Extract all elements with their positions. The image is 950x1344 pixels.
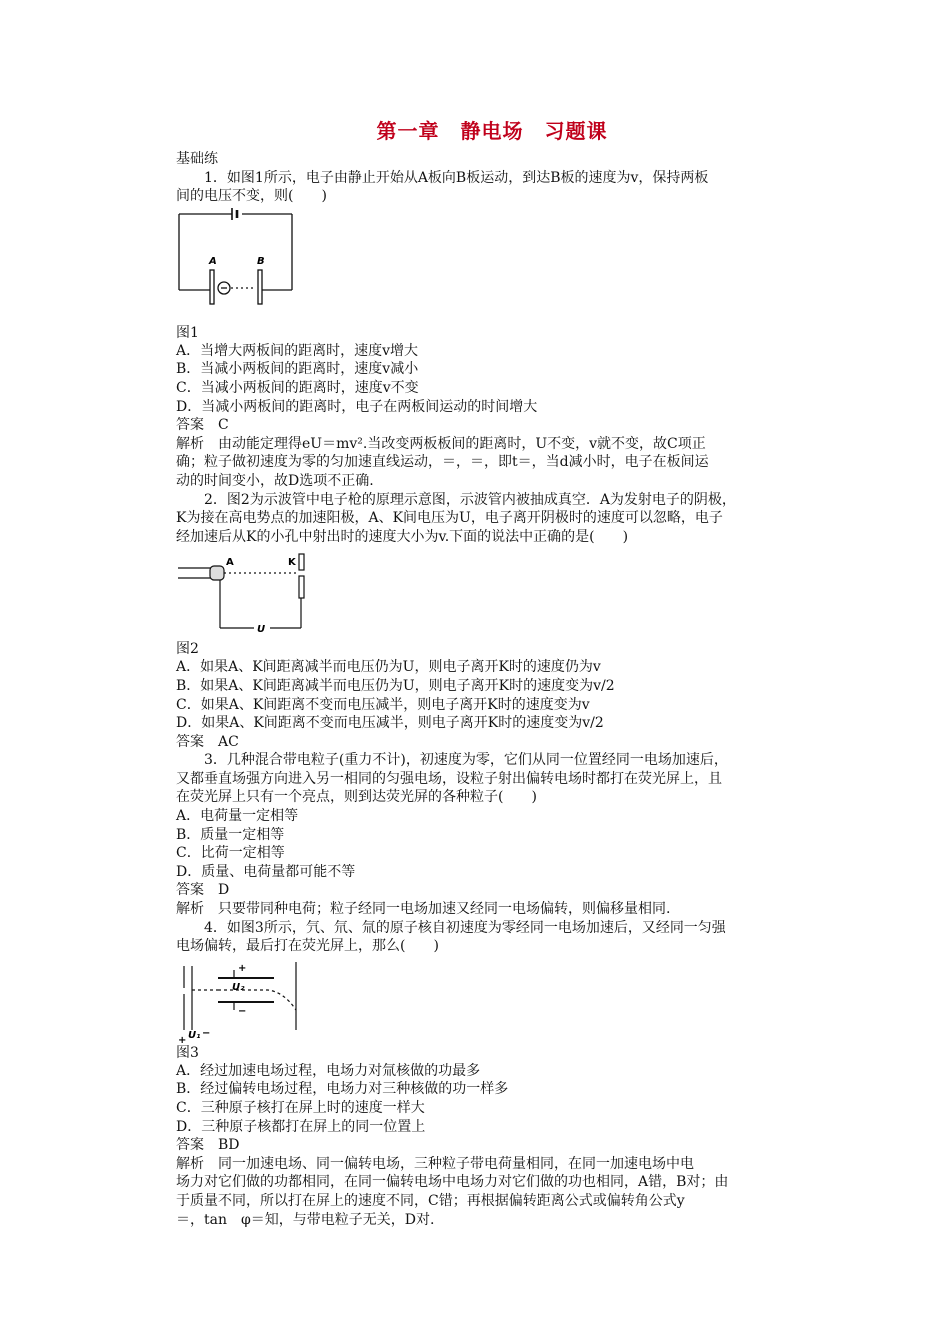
analysis-line: 解析 同一加速电场、同一偏转电场，三种粒子带电荷量相同，在同一加速电场中电 bbox=[176, 1155, 694, 1172]
figure-caption: 图1 bbox=[176, 324, 199, 341]
figure-label-u: U bbox=[257, 624, 266, 636]
question-stem-line: 2．图2为示波管中电子枪的原理示意图，示波管内被抽成真空．A为发射电子的阴极， bbox=[204, 491, 736, 508]
analysis-line: 于质量不同，所以打在屏上的速度不同，C错；再根据偏转距离公式或偏转角公式y bbox=[176, 1192, 685, 1209]
option-d: D．质量、电荷量都可能不等 bbox=[176, 863, 356, 880]
analysis-line: ＝，tan φ＝知，与带电粒子无关，D对. bbox=[176, 1211, 435, 1228]
analysis-line: 解析 由动能定理得eU＝mv².当改变两板板间的距离时，U不变，v就不变，故C项正 bbox=[176, 435, 706, 452]
option-a: A．经过加速电场过程，电场力对氚核做的功最多 bbox=[176, 1062, 481, 1079]
figure-label-b: B bbox=[257, 255, 265, 267]
question-stem-line: 3．几种混合带电粒子(重力不计)，初速度为零，它们从同一位置经同一电场加速后， bbox=[204, 752, 728, 769]
document-page bbox=[176, 118, 808, 1229]
option-a: A．如果A、K间距离减半而电压仍为U，则电子离开K时的速度仍为v bbox=[176, 659, 601, 676]
option-d: D．三种原子核都打在屏上的同一位置上 bbox=[176, 1118, 426, 1135]
option-a: A．当增大两板间的距离时，速度v增大 bbox=[176, 342, 419, 359]
option-d: D．当减小两板间的距离时，电子在两板间运动的时间增大 bbox=[176, 398, 538, 415]
question-stem-line: 间的电压不变，则( ) bbox=[176, 188, 327, 205]
option-b: B．当减小两板间的距离时，速度v减小 bbox=[176, 361, 419, 378]
option-c: C．比荷一定相等 bbox=[176, 845, 285, 862]
option-b: B．质量一定相等 bbox=[176, 826, 285, 843]
question-stem-line: 经加速后从K的小孔中射出时的速度大小为v.下面的说法中正确的是( ) bbox=[176, 528, 629, 545]
section-label: 基础练 bbox=[176, 151, 218, 167]
question-stem-line: 1．如图1所示，电子由静止开始从A板向B板运动，到达B板的速度为v，保持两板 bbox=[204, 169, 709, 186]
figure-label-a: A bbox=[209, 255, 217, 267]
answer-line: 答案 BD bbox=[176, 1137, 240, 1154]
figure-3-deflection bbox=[176, 958, 306, 1044]
figure-1-circuit bbox=[176, 208, 306, 324]
analysis-line: 解析 只要带同种电荷；粒子经同一电场加速又经同一电场偏转，则偏移量相同. bbox=[176, 901, 671, 918]
figure-label-minus: − bbox=[238, 1005, 247, 1017]
option-a: A．电荷量一定相等 bbox=[176, 808, 299, 825]
question-stem-line: 在荧光屏上只有一个亮点，则到达荧光屏的各种粒子( ) bbox=[176, 789, 537, 806]
option-c: C．当减小两板间的距离时，速度v不变 bbox=[176, 379, 419, 396]
option-d: D．如果A、K间距离不变而电压减半，则电子离开K时的速度变为v/2 bbox=[176, 715, 604, 732]
question-stem-line: K为接在高电势点的加速阳极，A、K间电压为U，电子离开阴极时的速度可以忽略，电子 bbox=[176, 510, 723, 527]
answer-line: 答案 D bbox=[176, 882, 230, 899]
figure-label-k: K bbox=[288, 557, 296, 569]
option-b: B．如果A、K间距离减半而电压仍为U，则电子离开K时的速度变为v/2 bbox=[176, 677, 615, 694]
figure-caption: 图3 bbox=[176, 1044, 199, 1061]
figure-label-u2: U₂ bbox=[232, 981, 245, 993]
figure-label-u1: U₁ bbox=[188, 1029, 201, 1041]
question-stem-line: 电场偏转，最后打在荧光屏上，那么( ) bbox=[176, 938, 439, 955]
option-c: C．如果A、K间距离不变而电压减半，则电子离开K时的速度变为v bbox=[176, 696, 590, 713]
analysis-line: 场力对它们做的功都相同，在同一偏转电场中电场力对它们做的功也相同，A错，B对；由 bbox=[176, 1174, 729, 1191]
figure-label-a: A bbox=[226, 557, 234, 569]
option-b: B．经过偏转电场过程，电场力对三种核做的功一样多 bbox=[176, 1081, 509, 1098]
figure-2-electron-gun bbox=[176, 548, 326, 640]
page-title: 第一章 静电场 习题课 bbox=[376, 119, 608, 143]
analysis-line: 确；粒子做初速度为零的匀加速直线运动，＝，＝，即t＝，当d减小时，电子在板间运 bbox=[176, 454, 709, 471]
figure-label-plus-top: + bbox=[238, 962, 247, 974]
option-c: C．三种原子核打在屏上时的速度一样大 bbox=[176, 1100, 425, 1116]
question-1 bbox=[176, 169, 808, 491]
analysis-line: 动的时间变小，故D选项不正确. bbox=[176, 472, 374, 489]
figure-label-plus-bottom: + bbox=[178, 1034, 187, 1044]
figure-caption: 图2 bbox=[176, 641, 199, 658]
answer-line: 答案 C bbox=[176, 417, 229, 434]
figure-label-minus-bottom: − bbox=[202, 1027, 211, 1039]
question-stem-line: 4．如图3所示，氕、氘、氚的原子核自初速度为零经同一电场加速后，又经同一匀强 bbox=[204, 919, 726, 936]
answer-line: 答案 AC bbox=[176, 733, 239, 750]
question-2 bbox=[176, 491, 808, 752]
question-4 bbox=[176, 919, 808, 1230]
question-stem-line: 又都垂直场强方向进入另一相同的匀强电场，设粒子射出偏转电场时都打在荧光屏上，且 bbox=[176, 770, 722, 787]
question-3 bbox=[176, 751, 808, 918]
